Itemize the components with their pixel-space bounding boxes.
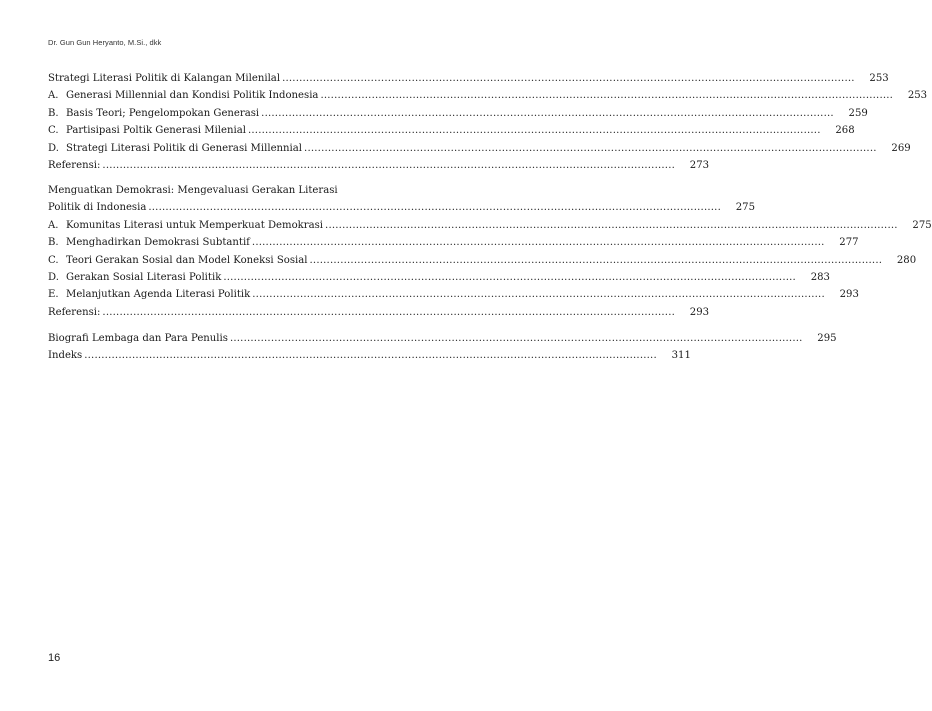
dot-leader bbox=[102, 304, 675, 321]
toc-item-letter: C. bbox=[48, 125, 59, 137]
dot-leader bbox=[148, 199, 721, 216]
toc-item[interactable] bbox=[48, 122, 855, 139]
toc-referensi[interactable] bbox=[48, 157, 710, 174]
toc-endmatter-entry[interactable] bbox=[48, 330, 837, 347]
toc-item[interactable] bbox=[48, 286, 859, 303]
toc-item-letter: B. bbox=[48, 237, 59, 249]
dot-leader bbox=[325, 217, 898, 234]
toc-chapter-title: Strategi Literasi Politik di Kalangan Milenilal bbox=[48, 73, 281, 84]
toc-page-number: 253 bbox=[907, 90, 928, 102]
toc-page-number: 293 bbox=[839, 289, 859, 301]
toc-item-title: Basis Teori; Pengelompokan Generasi bbox=[66, 107, 260, 119]
toc-chapter-title-line1[interactable]: Menguatkan Demokrasi: Mengevaluasi Gerakan Literasi bbox=[48, 185, 338, 197]
toc-item-title: Gerakan Sosial Literasi Politik bbox=[66, 271, 222, 283]
dot-leader bbox=[261, 105, 834, 122]
dot-leader bbox=[252, 234, 825, 251]
dot-leader bbox=[248, 122, 821, 139]
toc-item-letter: B. bbox=[48, 107, 59, 119]
toc-item-letter: C. bbox=[48, 254, 59, 266]
dot-leader bbox=[320, 87, 893, 104]
toc-chapter-entry[interactable] bbox=[48, 70, 889, 87]
running-head: Dr. Gun Gun Heryanto, M.Si., dkk bbox=[48, 38, 162, 47]
toc-item[interactable] bbox=[48, 252, 917, 269]
dot-leader bbox=[84, 347, 657, 364]
toc-page-number: 295 bbox=[817, 333, 837, 345]
dot-leader bbox=[304, 140, 877, 157]
toc-page-number: 253 bbox=[869, 73, 889, 84]
toc-item-letter: A. bbox=[48, 219, 59, 231]
toc-item[interactable] bbox=[48, 217, 932, 234]
dot-leader bbox=[230, 330, 803, 347]
dot-leader bbox=[252, 286, 825, 303]
toc-page-number: 275 bbox=[735, 202, 755, 214]
toc-item-title: Teori Gerakan Sosial dan Model Koneksi Sosial bbox=[66, 254, 308, 266]
dot-leader bbox=[102, 157, 675, 174]
toc-page-number: 283 bbox=[810, 271, 830, 283]
toc-item-letter: D. bbox=[48, 271, 59, 283]
toc-item-title: Melanjutkan Agenda Literasi Politik bbox=[66, 289, 251, 301]
toc-page-number: 280 bbox=[896, 254, 917, 266]
toc-item-title: Strategi Literasi Politik di Generasi Millennial bbox=[66, 142, 303, 154]
toc-page-number: 275 bbox=[912, 219, 932, 231]
toc-referensi-label: Referensi: bbox=[48, 306, 101, 318]
toc-chapter-title-line2: Politik di Indonesia bbox=[48, 202, 147, 214]
toc-page-number: 273 bbox=[689, 159, 710, 171]
toc-page-number: 277 bbox=[839, 237, 859, 249]
toc-page-number: 259 bbox=[848, 107, 868, 119]
toc-page-number: 293 bbox=[689, 306, 710, 318]
table-of-contents bbox=[48, 70, 932, 365]
toc-item-title: Partisipasi Poltik Generasi Milenial bbox=[66, 125, 246, 137]
toc-page-number: 311 bbox=[671, 350, 691, 362]
toc-item-letter: E. bbox=[48, 289, 59, 301]
toc-item[interactable] bbox=[48, 105, 868, 122]
toc-endmatter-title: Indeks bbox=[48, 350, 83, 362]
dot-leader bbox=[310, 252, 883, 269]
toc-item-title: Komunitas Literasi untuk Memperkuat Demokrasi bbox=[66, 219, 324, 231]
dot-leader bbox=[282, 70, 855, 87]
toc-endmatter-title: Biografi Lembaga dan Para Penulis bbox=[48, 333, 228, 345]
toc-item-title: Menghadirkan Demokrasi Subtantif bbox=[66, 237, 250, 249]
toc-item[interactable] bbox=[48, 140, 911, 157]
toc-chapter-entry[interactable] bbox=[48, 199, 755, 216]
toc-referensi[interactable] bbox=[48, 304, 710, 321]
toc-item-title: Generasi Millennial dan Kondisi Politik Indonesia bbox=[66, 90, 319, 102]
toc-endmatter-entry[interactable] bbox=[48, 347, 691, 364]
page-number-folio: 16 bbox=[48, 652, 61, 664]
dot-leader bbox=[223, 269, 796, 286]
toc-item[interactable] bbox=[48, 269, 830, 286]
toc-page-number: 268 bbox=[835, 125, 855, 137]
toc-item[interactable] bbox=[48, 234, 859, 251]
toc-item-letter: A. bbox=[48, 90, 59, 102]
toc-item[interactable] bbox=[48, 87, 928, 104]
toc-referensi-label: Referensi: bbox=[48, 159, 101, 171]
toc-item-letter: D. bbox=[48, 142, 59, 154]
toc-page-number: 269 bbox=[891, 142, 911, 154]
